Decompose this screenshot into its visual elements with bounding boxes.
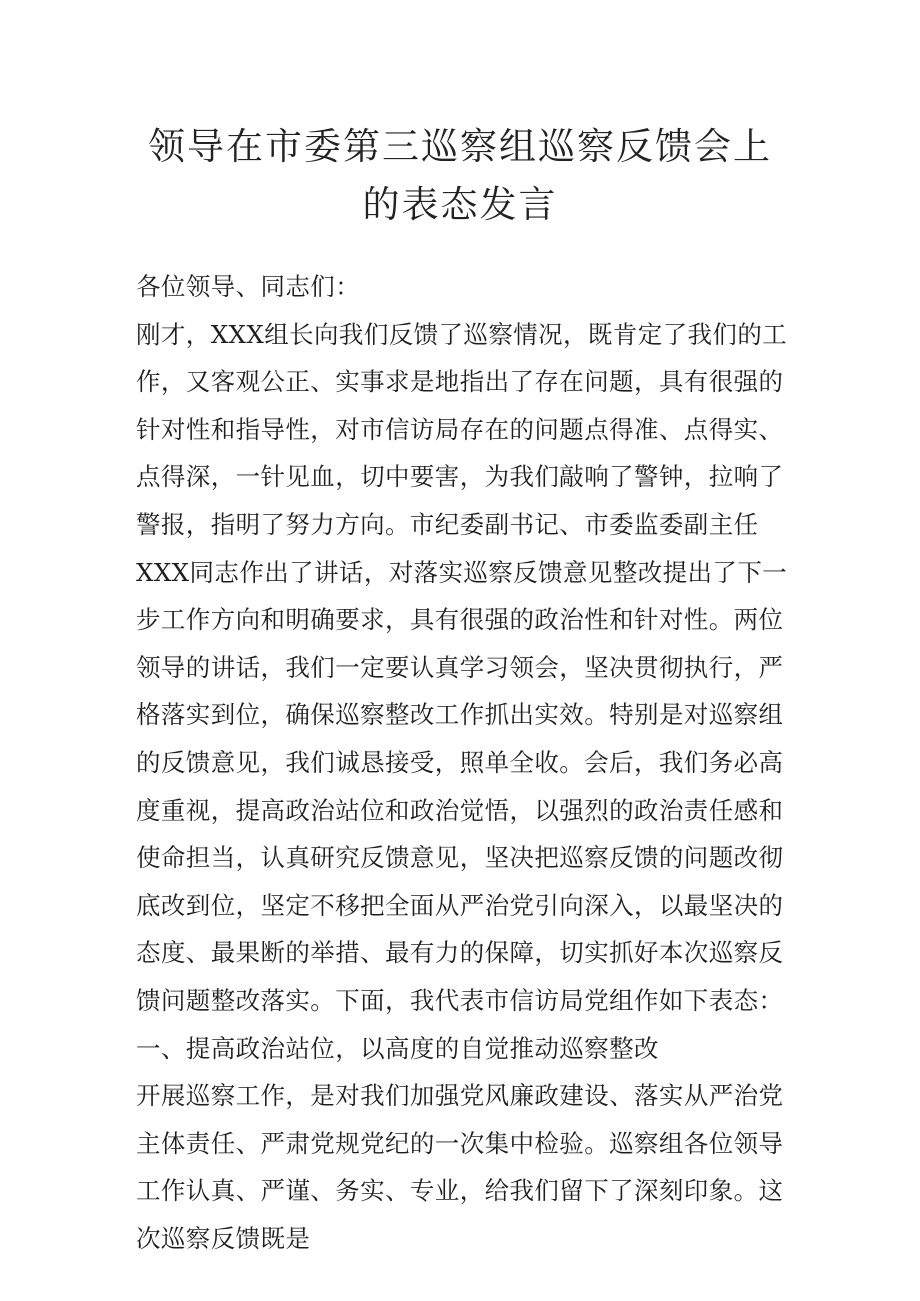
paragraph-2: 开展巡察工作，是对我们加强党风廉政建设、落实从严治党主体责任、严肃党规党纪的一次集中检验。巡察组各位领导工作认真、严谨、务实、专业，给我们留下了深刻印象。这次巡察反馈既是 — [136, 1081, 784, 1253]
salutation: 各位领导、同志们： — [136, 272, 361, 301]
document-body — [136, 263, 798, 1262]
document-title: 领导在市委第三巡察组巡察反馈会上的表态发言 — [148, 125, 772, 226]
paragraph-1: 刚才，XXX组长向我们反馈了巡察情况，既肯定了我们的工作，又客观公正、实事求是地指出了存在问题，具有很强的针对性和指导性，对市信访局存在的问题点得准、点得实、点得深，一针见血，切中要害，为我们敲响了警钟，拉响了警报，指明了努力方向。市纪委副书记、市委监委副主任XXX同志作出了讲话，对落实巡察反馈意见整改提出了下一步工作方向和明确要求，具有很强的政治性和针对性。两位领导的讲话，我们一定要认真学习领会，坚决贯彻执行，严格落实到位，确保巡察整改工作抓出实效。特别是对巡察组的反馈意见，我们诚恳接受，照单全收。会后，我们务必高度重视，提高政治站位和政治觉悟，以强烈的政治责任感和使命担当，认真研究反馈意见，坚决把巡察反馈的问题改彻底改到位，坚定不移把全面从严治党引向深入，以最坚决的态度、最果断的举措、最有力的保障，切实抓好本次巡察反馈问题整改落实。下面，我代表市信访局党组作如下表态：一、提高政治站位，以高度的自觉推动巡察整改 — [136, 319, 788, 1063]
